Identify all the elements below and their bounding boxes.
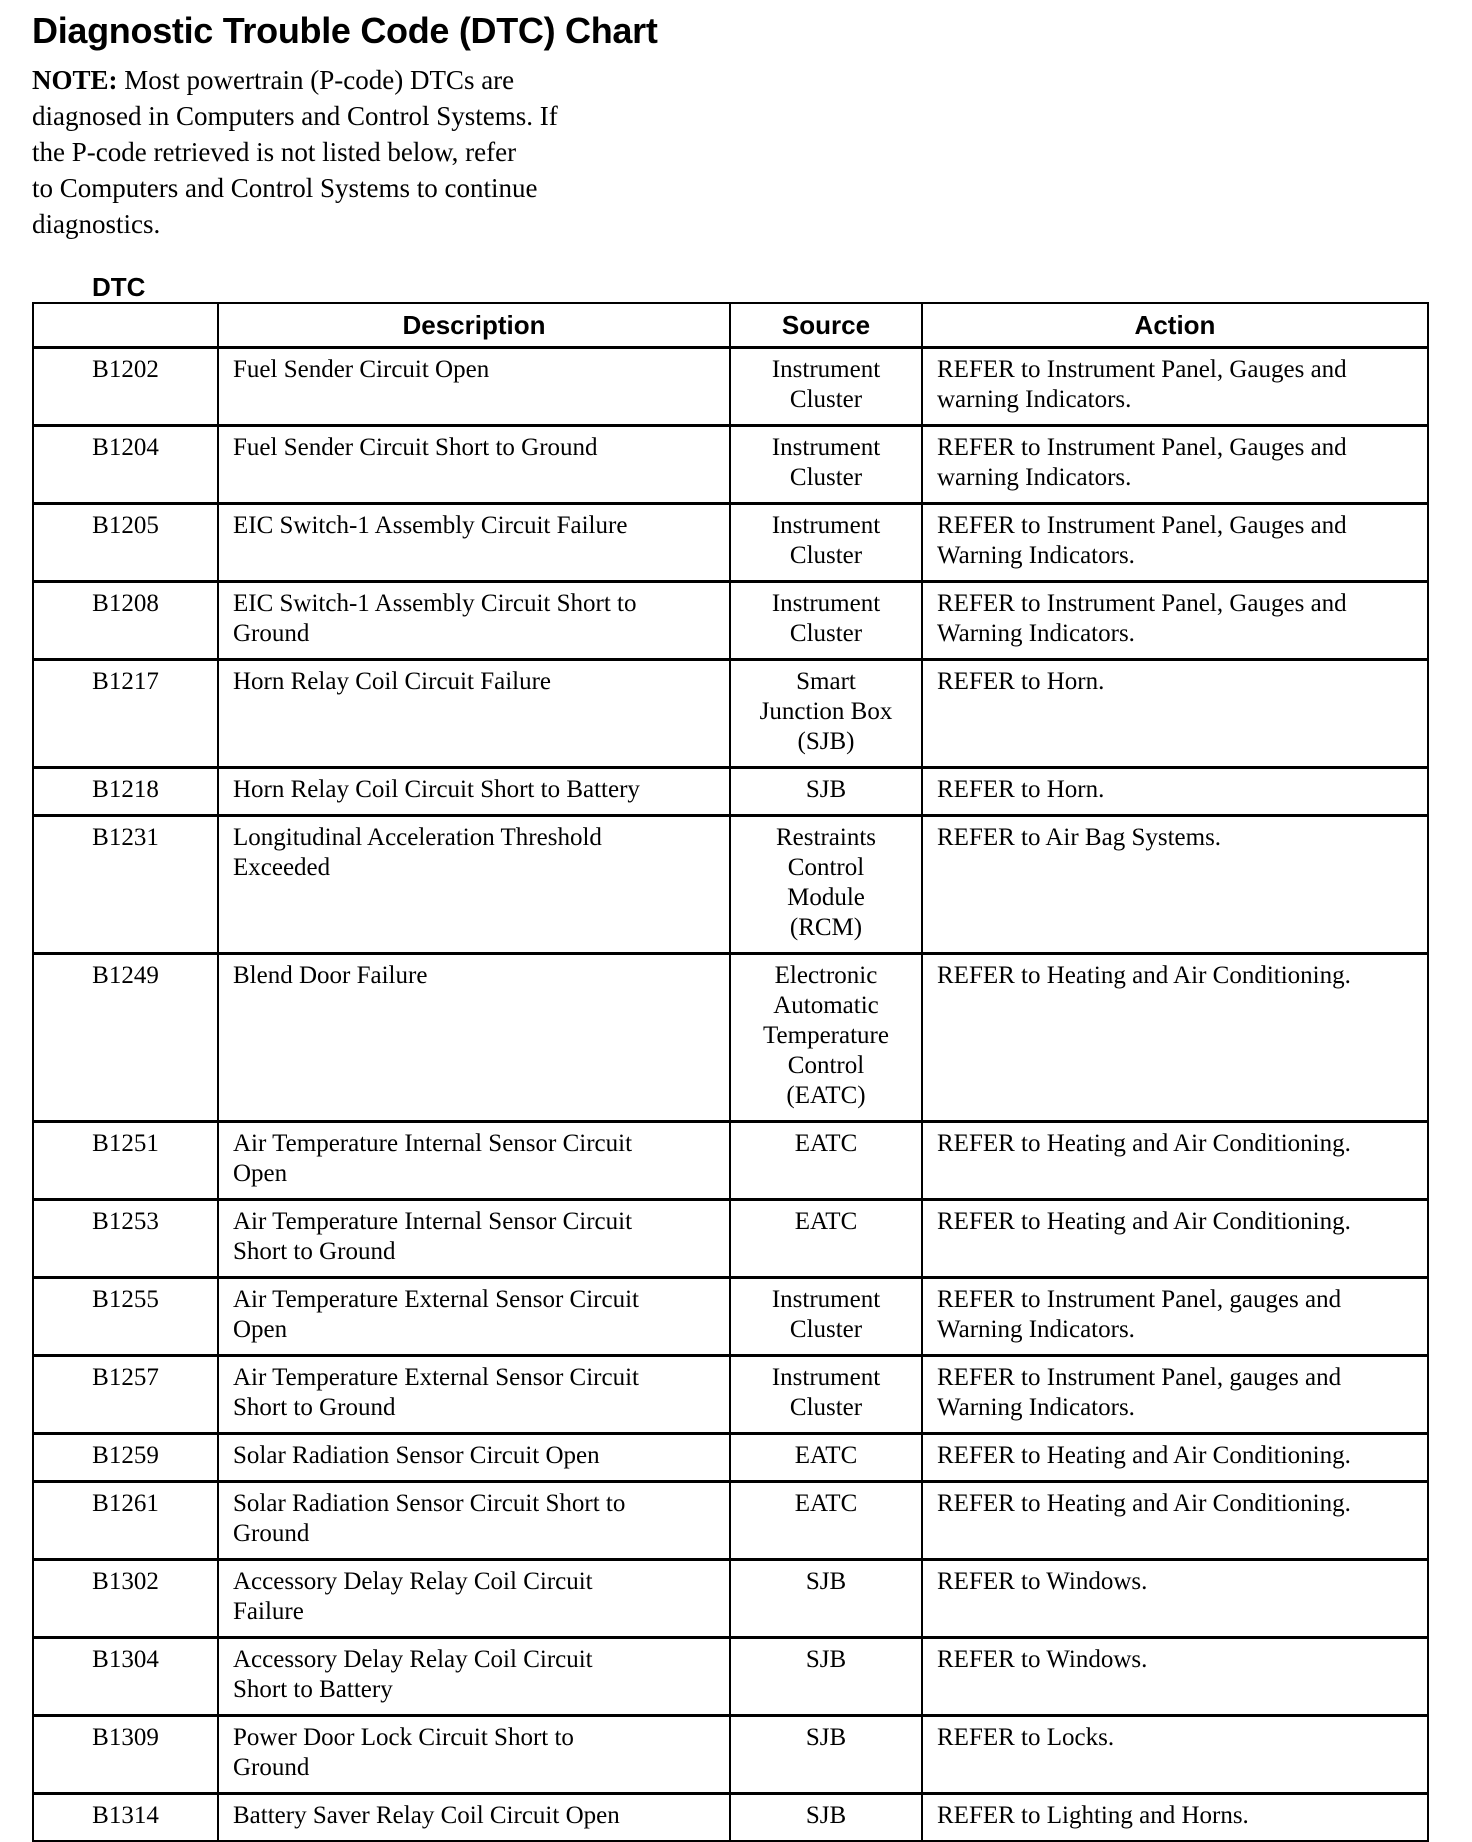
dtc-code-cell: B1253 — [33, 1200, 218, 1278]
description-cell: Horn Relay Coil Circuit Failure — [218, 660, 730, 768]
table-row — [33, 1482, 1428, 1560]
note-text: Most powertrain (P-code) DTCs are diagnosed in Computers and Control Systems. If the P-code retrieved is not listed below, refer to Computers and Control Systems to continue diagnostics. — [32, 65, 558, 239]
action-cell: REFER to Locks. — [922, 1716, 1428, 1794]
table-row — [33, 504, 1428, 582]
action-cell: REFER to Windows. — [922, 1560, 1428, 1638]
dtc-code-cell: B1202 — [33, 348, 218, 426]
dtc-code-cell: B1314 — [33, 1794, 218, 1842]
action-cell: REFER to Instrument Panel, Gauges and warning Indicators. — [922, 426, 1428, 504]
dtc-code-cell: B1304 — [33, 1638, 218, 1716]
table-row — [33, 768, 1428, 816]
table-row — [33, 1122, 1428, 1200]
description-cell: Blend Door Failure — [218, 954, 730, 1122]
action-cell: REFER to Heating and Air Conditioning. — [922, 954, 1428, 1122]
description-cell: Solar Radiation Sensor Circuit Short to Ground — [218, 1482, 730, 1560]
dtc-code-cell: B1249 — [33, 954, 218, 1122]
action-cell: REFER to Instrument Panel, gauges and Warning Indicators. — [922, 1356, 1428, 1434]
action-cell: REFER to Horn. — [922, 768, 1428, 816]
description-cell: Horn Relay Coil Circuit Short to Battery — [218, 768, 730, 816]
source-cell: SJB — [730, 768, 922, 816]
header-source: Source — [730, 303, 922, 348]
source-cell: Electronic Automatic Temperature Control (EATC) — [730, 954, 922, 1122]
description-cell: Fuel Sender Circuit Open — [218, 348, 730, 426]
action-cell: REFER to Horn. — [922, 660, 1428, 768]
source-cell: EATC — [730, 1200, 922, 1278]
action-cell: REFER to Instrument Panel, Gauges and Warning Indicators. — [922, 582, 1428, 660]
description-cell: Power Door Lock Circuit Short to Ground — [218, 1716, 730, 1794]
action-cell: REFER to Heating and Air Conditioning. — [922, 1200, 1428, 1278]
source-cell: Smart Junction Box (SJB) — [730, 660, 922, 768]
description-cell: Longitudinal Acceleration Threshold Exceeded — [218, 816, 730, 954]
description-cell: Air Temperature Internal Sensor Circuit Short to Ground — [218, 1200, 730, 1278]
dtc-code-cell: B1231 — [33, 816, 218, 954]
table-row — [33, 1638, 1428, 1716]
dtc-code-cell: B1302 — [33, 1560, 218, 1638]
header-description: Description — [218, 303, 730, 348]
source-cell: SJB — [730, 1638, 922, 1716]
note-paragraph — [32, 62, 672, 242]
action-cell: REFER to Heating and Air Conditioning. — [922, 1482, 1428, 1560]
table-row — [33, 1794, 1428, 1842]
note-label: NOTE: — [32, 65, 118, 95]
source-cell: SJB — [730, 1560, 922, 1638]
page-title: Diagnostic Trouble Code (DTC) Chart — [32, 10, 658, 51]
table-row — [33, 660, 1428, 768]
source-cell: EATC — [730, 1122, 922, 1200]
description-cell: EIC Switch-1 Assembly Circuit Short to Ground — [218, 582, 730, 660]
dtc-code-cell: B1259 — [33, 1434, 218, 1482]
description-cell: Air Temperature External Sensor Circuit Open — [218, 1278, 730, 1356]
source-cell: SJB — [730, 1794, 922, 1842]
action-cell: REFER to Windows. — [922, 1638, 1428, 1716]
header-row — [33, 303, 1428, 348]
action-cell: REFER to Instrument Panel, Gauges and warning Indicators. — [922, 348, 1428, 426]
table-row — [33, 954, 1428, 1122]
action-cell: REFER to Air Bag Systems. — [922, 816, 1428, 954]
dtc-code-cell: B1205 — [33, 504, 218, 582]
dtc-code-cell: B1208 — [33, 582, 218, 660]
description-cell: Fuel Sender Circuit Short to Ground — [218, 426, 730, 504]
source-cell: Instrument Cluster — [730, 1278, 922, 1356]
dtc-code-cell: B1204 — [33, 426, 218, 504]
table-row — [33, 1200, 1428, 1278]
table-row — [33, 1560, 1428, 1638]
table-row — [33, 1716, 1428, 1794]
header-action: Action — [922, 303, 1428, 348]
source-cell: Restraints Control Module (RCM) — [730, 816, 922, 954]
description-cell: Battery Saver Relay Coil Circuit Open — [218, 1794, 730, 1842]
source-cell: Instrument Cluster — [730, 348, 922, 426]
description-cell: Accessory Delay Relay Coil Circuit Failure — [218, 1560, 730, 1638]
dtc-code-cell: B1255 — [33, 1278, 218, 1356]
description-cell: Accessory Delay Relay Coil Circuit Short to Battery — [218, 1638, 730, 1716]
header-dtc — [33, 303, 218, 348]
source-cell: SJB — [730, 1716, 922, 1794]
action-cell: REFER to Lighting and Horns. — [922, 1794, 1428, 1842]
source-cell: Instrument Cluster — [730, 582, 922, 660]
source-cell: Instrument Cluster — [730, 426, 922, 504]
action-cell: REFER to Heating and Air Conditioning. — [922, 1122, 1428, 1200]
dtc-code-cell: B1257 — [33, 1356, 218, 1434]
dtc-table — [32, 302, 1429, 1842]
action-cell: REFER to Instrument Panel, Gauges and Warning Indicators. — [922, 504, 1428, 582]
description-cell: Air Temperature External Sensor Circuit Short to Ground — [218, 1356, 730, 1434]
dtc-code-cell: B1261 — [33, 1482, 218, 1560]
description-cell: EIC Switch-1 Assembly Circuit Failure — [218, 504, 730, 582]
table-row — [33, 348, 1428, 426]
source-cell: EATC — [730, 1482, 922, 1560]
description-cell: Air Temperature Internal Sensor Circuit Open — [218, 1122, 730, 1200]
table-row — [33, 816, 1428, 954]
dtc-code-cell: B1309 — [33, 1716, 218, 1794]
table-row — [33, 1356, 1428, 1434]
source-cell: Instrument Cluster — [730, 504, 922, 582]
description-cell: Solar Radiation Sensor Circuit Open — [218, 1434, 730, 1482]
dtc-code-cell: B1217 — [33, 660, 218, 768]
table-row — [33, 426, 1428, 504]
action-cell: REFER to Instrument Panel, gauges and Warning Indicators. — [922, 1278, 1428, 1356]
table-row — [33, 1434, 1428, 1482]
dtc-code-cell: B1251 — [33, 1122, 218, 1200]
source-cell: EATC — [730, 1434, 922, 1482]
dtc-column-label: DTC — [92, 272, 146, 302]
source-cell: Instrument Cluster — [730, 1356, 922, 1434]
table-row — [33, 1278, 1428, 1356]
table-row — [33, 582, 1428, 660]
action-cell: REFER to Heating and Air Conditioning. — [922, 1434, 1428, 1482]
dtc-code-cell: B1218 — [33, 768, 218, 816]
